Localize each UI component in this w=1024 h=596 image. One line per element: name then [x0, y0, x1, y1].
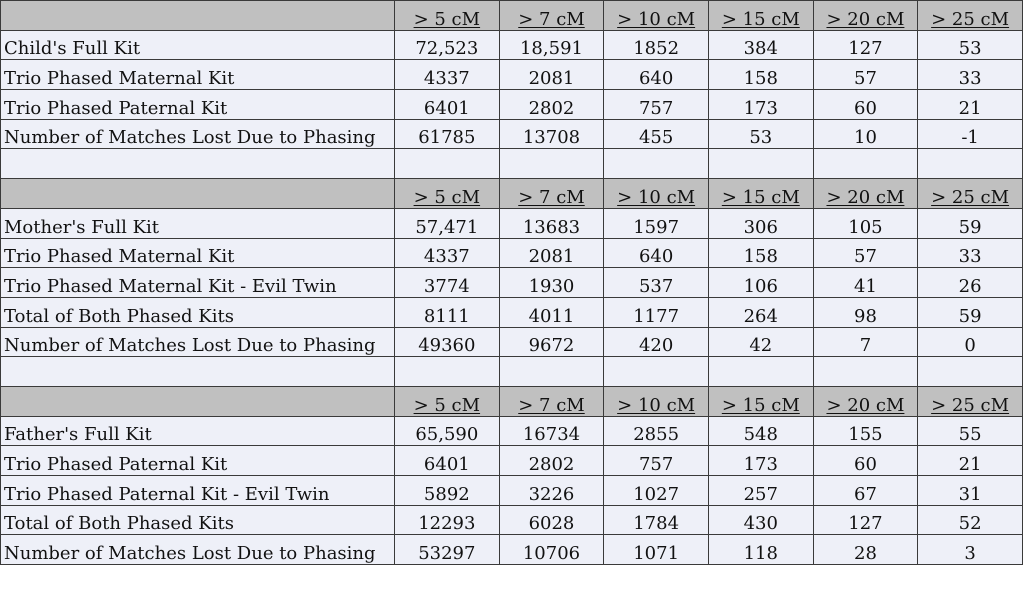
row-label: Child's Full Kit	[1, 30, 395, 60]
value-cell: 2802	[499, 446, 604, 476]
value-cell: 0	[918, 327, 1023, 357]
value-cell: 12293	[395, 505, 500, 535]
value-cell: 4337	[395, 60, 500, 90]
table-row	[1, 535, 1023, 565]
value-cell: 1930	[499, 268, 604, 298]
value-cell: 57	[813, 238, 918, 268]
table-row	[1, 505, 1023, 535]
spacer-row	[1, 149, 1023, 179]
row-label: Trio Phased Paternal Kit	[1, 90, 395, 120]
value-cell: 6401	[395, 90, 500, 120]
value-cell: 98	[813, 297, 918, 327]
empty-cell	[499, 357, 604, 387]
value-cell: 106	[708, 268, 813, 298]
value-cell: 1597	[604, 208, 709, 238]
value-cell: 67	[813, 476, 918, 506]
value-cell: 16734	[499, 416, 604, 446]
value-cell: 1177	[604, 297, 709, 327]
value-cell: 2855	[604, 416, 709, 446]
value-cell: 158	[708, 238, 813, 268]
value-cell: 33	[918, 60, 1023, 90]
table-row	[1, 327, 1023, 357]
header-corner-cell	[1, 179, 395, 209]
column-header: > 7 cM	[499, 179, 604, 209]
row-label: Trio Phased Paternal Kit - Evil Twin	[1, 476, 395, 506]
empty-cell	[395, 357, 500, 387]
table-row	[1, 476, 1023, 506]
row-label: Total of Both Phased Kits	[1, 297, 395, 327]
row-label: Total of Both Phased Kits	[1, 505, 395, 535]
value-cell: 455	[604, 119, 709, 149]
value-cell: 72,523	[395, 30, 500, 60]
column-header: > 15 cM	[708, 386, 813, 416]
row-label: Father's Full Kit	[1, 416, 395, 446]
value-cell: 42	[708, 327, 813, 357]
value-cell: 105	[813, 208, 918, 238]
value-cell: 127	[813, 30, 918, 60]
column-header: > 20 cM	[813, 1, 918, 31]
column-header: > 15 cM	[708, 1, 813, 31]
value-cell: 757	[604, 90, 709, 120]
table-row	[1, 268, 1023, 298]
value-cell: -1	[918, 119, 1023, 149]
table-row	[1, 416, 1023, 446]
value-cell: 52	[918, 505, 1023, 535]
empty-cell	[708, 149, 813, 179]
value-cell: 3226	[499, 476, 604, 506]
value-cell: 21	[918, 446, 1023, 476]
value-cell: 26	[918, 268, 1023, 298]
section-header-row	[1, 386, 1023, 416]
column-header: > 5 cM	[395, 1, 500, 31]
column-header: > 10 cM	[604, 179, 709, 209]
value-cell: 757	[604, 446, 709, 476]
value-cell: 4337	[395, 238, 500, 268]
value-cell: 5892	[395, 476, 500, 506]
empty-cell	[1, 149, 395, 179]
column-header: > 20 cM	[813, 386, 918, 416]
row-label: Trio Phased Paternal Kit	[1, 446, 395, 476]
value-cell: 59	[918, 297, 1023, 327]
value-cell: 173	[708, 446, 813, 476]
value-cell: 21	[918, 90, 1023, 120]
value-cell: 41	[813, 268, 918, 298]
value-cell: 13708	[499, 119, 604, 149]
table-row	[1, 446, 1023, 476]
table-row	[1, 30, 1023, 60]
column-header: > 10 cM	[604, 1, 709, 31]
empty-cell	[395, 149, 500, 179]
value-cell: 1852	[604, 30, 709, 60]
table-row	[1, 297, 1023, 327]
table-row	[1, 238, 1023, 268]
section-header-row	[1, 1, 1023, 31]
value-cell: 537	[604, 268, 709, 298]
column-header: > 5 cM	[395, 386, 500, 416]
value-cell: 640	[604, 60, 709, 90]
value-cell: 53297	[395, 535, 500, 565]
value-cell: 53	[708, 119, 813, 149]
value-cell: 264	[708, 297, 813, 327]
empty-cell	[708, 357, 813, 387]
value-cell: 7	[813, 327, 918, 357]
header-corner-cell	[1, 386, 395, 416]
table-row	[1, 90, 1023, 120]
column-header: > 25 cM	[918, 386, 1023, 416]
value-cell: 384	[708, 30, 813, 60]
empty-cell	[918, 357, 1023, 387]
row-label: Trio Phased Maternal Kit - Evil Twin	[1, 268, 395, 298]
value-cell: 28	[813, 535, 918, 565]
value-cell: 31	[918, 476, 1023, 506]
column-header: > 7 cM	[499, 386, 604, 416]
column-header: > 10 cM	[604, 386, 709, 416]
column-header: > 5 cM	[395, 179, 500, 209]
spacer-row	[1, 357, 1023, 387]
row-label: Trio Phased Maternal Kit	[1, 238, 395, 268]
value-cell: 6028	[499, 505, 604, 535]
value-cell: 430	[708, 505, 813, 535]
empty-cell	[604, 149, 709, 179]
value-cell: 60	[813, 446, 918, 476]
value-cell: 8111	[395, 297, 500, 327]
value-cell: 2802	[499, 90, 604, 120]
value-cell: 118	[708, 535, 813, 565]
value-cell: 4011	[499, 297, 604, 327]
value-cell: 53	[918, 30, 1023, 60]
value-cell: 306	[708, 208, 813, 238]
value-cell: 1027	[604, 476, 709, 506]
value-cell: 65,590	[395, 416, 500, 446]
value-cell: 6401	[395, 446, 500, 476]
column-header: > 15 cM	[708, 179, 813, 209]
section-header-row	[1, 179, 1023, 209]
empty-cell	[604, 357, 709, 387]
value-cell: 49360	[395, 327, 500, 357]
value-cell: 3	[918, 535, 1023, 565]
value-cell: 55	[918, 416, 1023, 446]
value-cell: 548	[708, 416, 813, 446]
value-cell: 10706	[499, 535, 604, 565]
value-cell: 57	[813, 60, 918, 90]
row-label: Number of Matches Lost Due to Phasing	[1, 535, 395, 565]
value-cell: 59	[918, 208, 1023, 238]
table-row	[1, 119, 1023, 149]
column-header: > 25 cM	[918, 179, 1023, 209]
value-cell: 3774	[395, 268, 500, 298]
row-label: Number of Matches Lost Due to Phasing	[1, 119, 395, 149]
table-body	[1, 1, 1023, 565]
value-cell: 2081	[499, 60, 604, 90]
value-cell: 33	[918, 238, 1023, 268]
table-row	[1, 60, 1023, 90]
value-cell: 173	[708, 90, 813, 120]
column-header: > 7 cM	[499, 1, 604, 31]
value-cell: 1071	[604, 535, 709, 565]
row-label: Number of Matches Lost Due to Phasing	[1, 327, 395, 357]
empty-cell	[1, 357, 395, 387]
header-corner-cell	[1, 1, 395, 31]
value-cell: 18,591	[499, 30, 604, 60]
table-row	[1, 208, 1023, 238]
value-cell: 2081	[499, 238, 604, 268]
value-cell: 257	[708, 476, 813, 506]
value-cell: 13683	[499, 208, 604, 238]
value-cell: 127	[813, 505, 918, 535]
value-cell: 9672	[499, 327, 604, 357]
empty-cell	[813, 357, 918, 387]
value-cell: 155	[813, 416, 918, 446]
value-cell: 57,471	[395, 208, 500, 238]
value-cell: 61785	[395, 119, 500, 149]
value-cell: 60	[813, 90, 918, 120]
empty-cell	[918, 149, 1023, 179]
empty-cell	[813, 149, 918, 179]
column-header: > 20 cM	[813, 179, 918, 209]
row-label: Trio Phased Maternal Kit	[1, 60, 395, 90]
value-cell: 420	[604, 327, 709, 357]
column-header: > 25 cM	[918, 1, 1023, 31]
value-cell: 640	[604, 238, 709, 268]
row-label: Mother's Full Kit	[1, 208, 395, 238]
value-cell: 10	[813, 119, 918, 149]
value-cell: 158	[708, 60, 813, 90]
empty-cell	[499, 149, 604, 179]
value-cell: 1784	[604, 505, 709, 535]
